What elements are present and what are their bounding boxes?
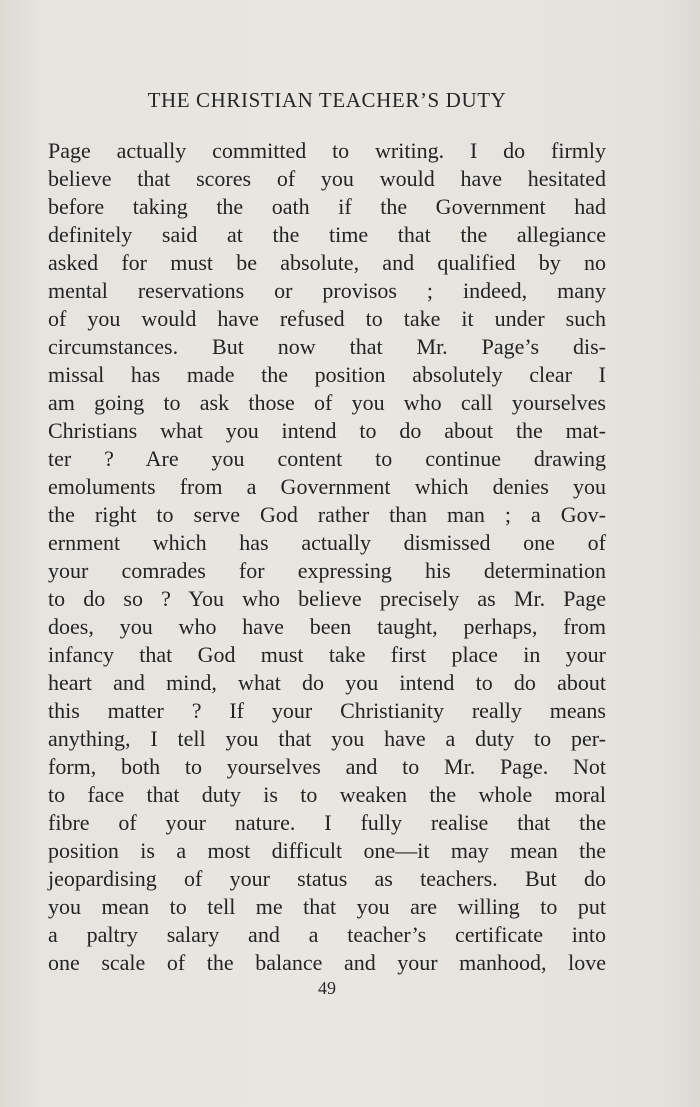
text-line: fibre of your nature. I fully realise that the bbox=[48, 810, 606, 835]
text-line: mental reservations or provisos ; indeed, many bbox=[48, 278, 606, 303]
text-line: jeopardising of your status as teachers. But do bbox=[48, 866, 606, 891]
text-line: position is a most difficult one—it may mean the bbox=[48, 838, 606, 863]
text-line: infancy that God must take first place in your bbox=[48, 642, 606, 667]
running-head: THE CHRISTIAN TEACHER’S DUTY bbox=[147, 88, 507, 112]
body-text bbox=[48, 137, 606, 977]
text-line: a paltry salary and a teacher’s certificate into bbox=[48, 922, 606, 947]
text-line: ernment which has actually dismissed one of bbox=[48, 530, 606, 555]
text-line: Page actually committed to writing. I do firmly bbox=[48, 138, 606, 163]
text-line: does, you who have been taught, perhaps, from bbox=[48, 614, 606, 639]
text-line: heart and mind, what do you intend to do about bbox=[48, 670, 606, 695]
text-line: you mean to tell me that you are willing to put bbox=[48, 894, 606, 919]
text-line: definitely said at the time that the allegiance bbox=[48, 222, 606, 247]
page-number: 49 bbox=[318, 978, 336, 998]
text-line: emoluments from a Government which denies you bbox=[48, 474, 606, 499]
text-line: the right to serve God rather than man ; a Gov- bbox=[48, 502, 606, 527]
text-line: asked for must be absolute, and qualified by no bbox=[48, 250, 606, 275]
text-line: am going to ask those of you who call yourselves bbox=[48, 390, 606, 415]
text-line: to do so ? You who believe precisely as Mr. Page bbox=[48, 586, 606, 611]
text-line: to face that duty is to weaken the whole moral bbox=[48, 782, 606, 807]
text-line: missal has made the position absolutely clear I bbox=[48, 362, 606, 387]
text-line: Christians what you intend to do about the mat- bbox=[48, 418, 606, 443]
text-line: before taking the oath if the Government had bbox=[48, 194, 606, 219]
text-line: believe that scores of you would have hesitated bbox=[48, 166, 606, 191]
text-line: circumstances. But now that Mr. Page’s dis- bbox=[48, 334, 606, 359]
text-line: one scale of the balance and your manhood, love bbox=[48, 950, 606, 975]
text-line: ter ? Are you content to continue drawing bbox=[48, 446, 606, 471]
text-line: of you would have refused to take it under such bbox=[48, 306, 606, 331]
text-line: form, both to yourselves and to Mr. Page. Not bbox=[48, 754, 606, 779]
text-line: your comrades for expressing his determination bbox=[48, 558, 606, 583]
text-line: this matter ? If your Christianity really means bbox=[48, 698, 606, 723]
text-line: anything, I tell you that you have a duty to per- bbox=[48, 726, 606, 751]
